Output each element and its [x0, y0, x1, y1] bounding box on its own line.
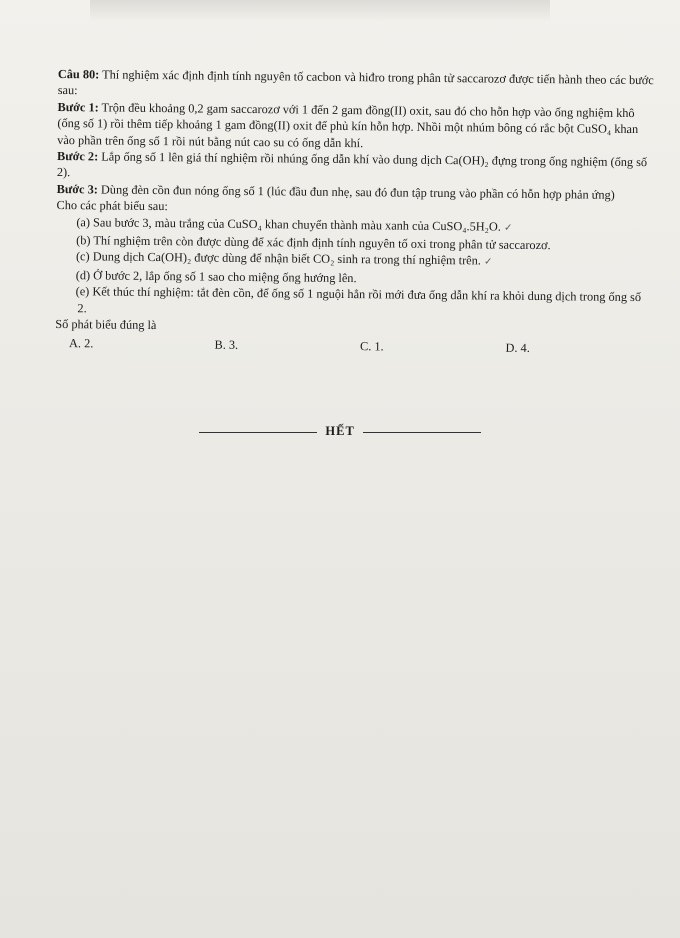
end-dash-right: [363, 432, 481, 433]
statements-intro: Cho các phát biểu sau:: [56, 198, 168, 214]
end-dash-left: [199, 432, 317, 433]
answer-option-a[interactable]: A. 2.: [69, 335, 94, 350]
step-1-text: Trộn đều khoảng 0,2 gam saccarozơ với 1 đến 2 gam đồng(II) oxit, sau đó cho hỗn hợp vào ống nghiệm khô (ống số 1) rồi thêm tiếp khoảng 1 gam đồng(II) oxit để phủ kín hỗn hợp. Nhồi một nhúm bông có rắc bột CuSO₄ khan vào phần trên ống số 1 rồi nút bằng nút cao su có ống dẫn khí.: [57, 100, 639, 150]
step-1: [57, 99, 653, 154]
answer-option-c[interactable]: C. 1.: [360, 338, 384, 353]
question-intro-text: Thí nghiệm xác định định tính nguyên tố cacbon và hiđro trong phân tử saccarozơ được tiến hành theo các bước sau:: [57, 67, 654, 98]
step-3-text: Dùng đèn cồn đun nóng ống số 1 (lúc đầu đun nhẹ, sau đó đun tập trung vào phần có hỗn hợp phản ứng): [100, 182, 615, 202]
statement-list: [55, 214, 652, 323]
statement-a-text: (a) Sau bước 3, màu trắng của CuSO₄ khan chuyển thành màu xanh của CuSO₄.5H₂O.: [76, 214, 501, 234]
question-block: [55, 66, 654, 357]
answer-option-d[interactable]: D. 4.: [505, 340, 530, 355]
tick-mark-icon: ✓: [503, 222, 513, 234]
end-marker: [0, 424, 680, 439]
step-1-label: Bước 1:: [57, 99, 99, 115]
step-2-label: Bước 2:: [56, 149, 99, 164]
statement-b-text: (b) Thí nghiệm trên còn được dùng để xác định định tính nguyên tố oxi trong phân tử saccarozơ.: [76, 233, 551, 253]
answer-option-b[interactable]: B. 3.: [214, 337, 239, 352]
tick-mark-icon: ✓: [483, 256, 493, 269]
statement-c-text: (c) Dung dịch Ca(OH)₂ được dùng để nhận biết CO₂ sinh ra trong thí nghiệm trên.: [75, 249, 481, 268]
step-3-label: Bước 3:: [56, 181, 98, 197]
statement-e-text: (e) Kết thúc thí nghiệm: tắt đèn cồn, để ống số 1 nguội hẳn rồi mới đưa ống dẫn khí ra khỏi dung dịch trong ống số 2.: [75, 284, 642, 316]
statement-d-text: (d) Ở bước 2, lắp ống số 1 sao cho miệng ống hướng lên.: [75, 268, 357, 286]
question-label: Câu 80:: [57, 66, 100, 82]
answer-prompt: Số phát biểu đúng là: [55, 317, 157, 333]
step-2-text: Lắp ống số 1 lên giá thí nghiệm rồi nhúng ống dẫn khí vào dung dịch Ca(OH)₂ đựng trong ống nghiệm (ống số 2).: [56, 149, 648, 180]
scan-shadow: [90, 0, 550, 22]
answer-options: [55, 334, 651, 357]
end-text: HẾT: [325, 424, 355, 438]
